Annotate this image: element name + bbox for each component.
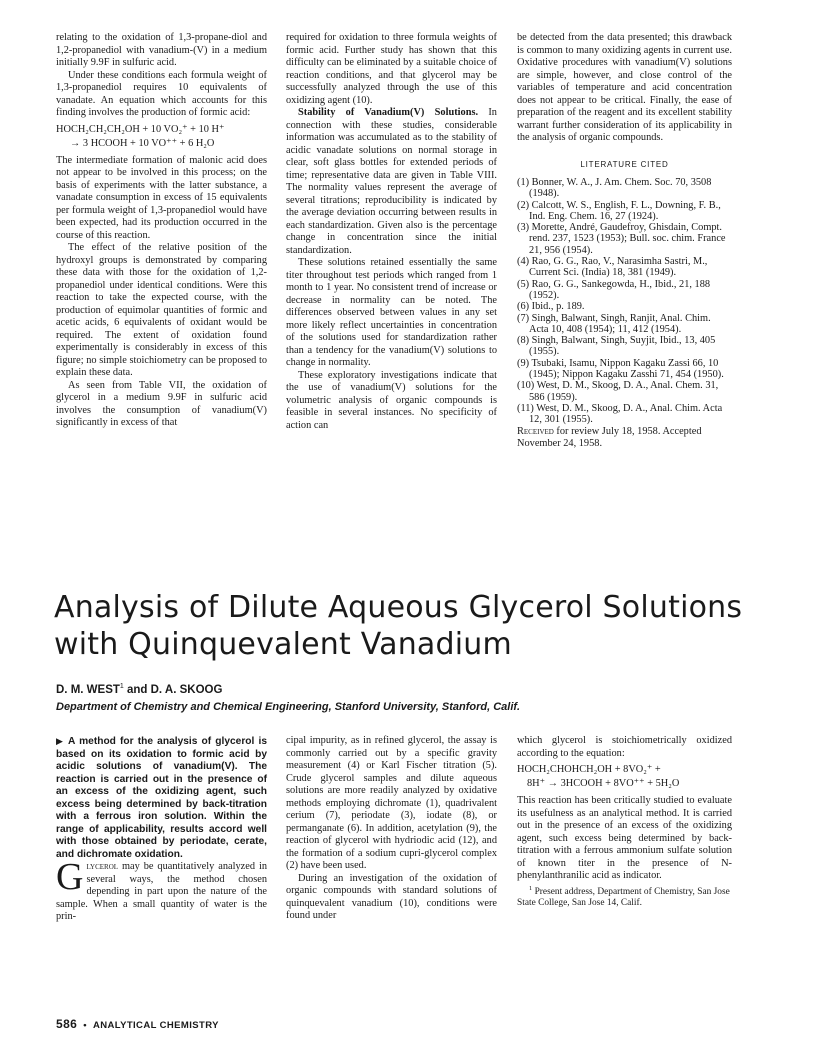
paragraph: The intermediate formation of malonic acid does not appear to be involved in this process; on the basis of experiments with the latter substance, a vanadate consumption in excess of 15 equivalents per formula weight of 1,3-propanediol would have been expected, had its production occurred in the course of this reaction. [56,154,267,241]
abstract-text: A method for the analysis of glycerol is based on its oxidation to formic acid by acidic solutions of vanadium(V). The reaction is carried out in the presence of an excess of the oxidizing agent, such excess being determined by back-titration with a ferrous iron solution. Within the range of applicability, results accord well with those obtained by periodate, cerate, and dichromate oxidation. [56,736,267,860]
affiliation: Department of Chemistry and Chemical Engineering, Stanford University, Stanford, Calif. [56,701,521,713]
author-2: and D. A. SKOOG [123,684,223,696]
received-text: for review July 18, 1958. Accepted November 24, 1958. [517,425,702,450]
equation-line: HOCH₂CH₂CH₂OH + 10 VO₂⁺ + 10 H⁺ [56,123,225,135]
paragraph-text: In connection with these studies, considerable information was accumulated as to the stability of acidic vanadate solutions on normal storage in clear, soft glass bottles for extended periods of time; representative data are given in Table VIII. The normality values represent the average of several titrations; reproducibility is indicated by the average deviation occurring between results in each standardization. Given also is the percentage change in concentration since the initial standardization. [286,107,497,256]
page-number: 586 [56,1017,78,1031]
equation-line: 8H⁺ → 3HCOOH + 8VO⁺⁺ + 5H₂O [527,778,680,789]
reference-item: (5) Rao, G. G., Sankegowda, H., Ibid., 21, 188 (1952). [517,278,711,301]
bullet: • [83,1020,87,1031]
reference-item: (9) Tsubaki, Isamu, Nippon Kagaku Zassi 66, 10 (1945); Nippon Kagaku Zasshi 71, 454 (1950). [517,357,724,381]
paragraph: which glycerol is stoichiometrically oxidized according to the equation: [517,735,732,759]
top-column-3 [517,32,732,451]
received-label: Received [517,425,554,437]
paragraph: cipal impurity, as in refined glycerol, the assay is commonly carried out by a specific gravity measurement (4) or Karl Fischer titration (5). Crude glycerol samples and dilute aqueous solutions are more readily analyzed by oxidative methods employing dichromate (1), quadrivalent cerium (7), periodate (3), iodate (8), or permanganate (6). In addition, acetylation (9), the reaction of glycerol with hydriodic acid (12), and the formation of a sodium cupri-glycerol complex (2) have been used. [286,735,497,871]
section-heading: Stability of Vanadium(V) Solutions. [298,107,479,118]
drop-cap: G [56,856,84,898]
top-column-1 [56,32,267,430]
reference-item: (1) Bonner, W. A., J. Am. Chem. Soc. 70, 3508 (1948). [517,177,712,200]
reference-item: (6) Ibid., p. 189. [517,301,585,313]
footnote-text: Present address, Department of Chemistry, San Jose State College, San Jose 14, Calif. [517,886,730,908]
reference-item: (10) West, D. M., Skoog, D. A., Anal. Chem. 31, 586 (1959). [517,380,719,403]
references-list [517,177,732,426]
paragraph-stability [286,107,497,257]
author-1: D. M. WEST [56,684,120,696]
body-column-1 [56,735,267,924]
page-footer [56,1017,219,1031]
paragraph: As seen from Table VII, the oxidation of glycerol in a medium 9.9F in sulfuric acid involves the consumption of vanadium(V) significantly in excess of that [56,379,267,428]
body-column-3 [517,735,732,909]
paragraph: relating to the oxidation of 1,3-propane-diol and 1,2-propanediol with vanadium-(V) in a medium initially 9.9F in sulfuric acid. [56,32,267,68]
authors [56,683,222,696]
paragraph: These solutions retained essentially the same titer throughout test periods which ranged from 1 month to 1 year. No consistent trend of increase or decrease in normality can be noted. The differences observed between values in any set more likely reflect uncertainties in concentration of the solutions used for standardization rather than a tendency for the vanadium(V) solutions to change in normality. [286,257,497,368]
intro-paragraph [56,856,267,924]
article-title: Analysis of Dilute Aqueous Glycerol Solutions with Quinquevalent Vanadium [54,590,743,662]
journal-name: ANALYTICAL CHEMISTRY [92,1020,219,1031]
paragraph: This reaction has been critically studied to evaluate its usefulness as an analytical method. It is carried out in the presence of an excess of the oxidizing agent, such excess being determined by back-titration with a ferrous ammonium sulfate solution of known titer in the presence of N-phenylanthranilic acid as indicator. [517,795,732,881]
abstract [56,735,267,861]
footnote-number: 1 [529,884,533,892]
footnote-marker: 1 [119,683,124,690]
reference-item: (3) Morette, André, Gaudefroy, Ghisdain, Compt. rend. 237, 1523 (1953); Bull. soc. chim. France 21, 956 (1954). [517,222,726,256]
body-column-2 [286,735,497,923]
paragraph: Under these conditions each formula weight of 1,3-propanediol requires 10 equivalents of vanadate. An equation which accounts for this finding involves the production of formic acid: [56,69,267,118]
paragraph: The effect of the relative position of the hydroxyl groups is demonstrated by comparing these data with those for the oxidation of 1,2-propanediol under identical conditions. Were this reaction to take the expected course, with the production of equimolar quantities of formic and acetic acids, 6 equivalents of oxidant would be required. The extent of oxidation found experimentally is considerably in excess of this figure; no simple stoichiometry can be proposed to explain these data. [56,242,267,378]
equation-glycerol [517,763,732,791]
equation-propanediol [56,123,267,151]
reference-item: (2) Calcott, W. S., English, F. L., Downing, F. B., Ind. Eng. Chem. 16, 27 (1924). [517,199,721,222]
paragraph: be detected from the data presented; this drawback is common to many oxidizing agents in current use. Oxidative procedures with vanadium(V) solutions are simple, however, and close control of the variables of temperature and acid concentration does not appear to be critical. Finally, the ease of preparation of the reagent and its excellent stability warrant further consideration of its applicability in the analysis of organic compounds. [517,32,732,143]
equation-line: → 3 HCOOH + 10 VO⁺⁺ + 6 H₂O [70,137,215,149]
reference-item: (4) Rao, G. G., Rao, V., Narasimha Sastri, M., Current Sci. (India) 18, 381 (1949). [517,256,708,279]
intro-text: may be quantitatively analyzed in several ways, the method chosen depending in part upon the nature of the sample. When a small quantity of water is the prin- [56,861,267,922]
footnote [517,883,732,909]
reference-item: (7) Singh, Balwant, Singh, Ranjit, Anal. Chim. Acta 10, 408 (1954); 11, 412 (1954). [517,312,711,335]
paragraph: These exploratory investigations indicate that the use of vanadium(V) solutions for the volumetric analysis of organic compounds is feasible in several instances. No specificity of action can [286,369,497,431]
equation-line: HOCH₂CHOHCH₂OH + 8VO₂⁺ + [517,764,661,775]
references-heading: LITERATURE CITED [580,159,669,169]
reference-item: (11) West, D. M., Skoog, D. A., Anal. Chim. Acta 12, 301 (1955). [517,402,723,426]
paragraph: During an investigation of the oxidation of organic compounds with standard solutions of quinquevalent vanadium (10), conditions were found under [286,872,497,921]
reference-item: (8) Singh, Balwant, Singh, Suyjit, Ibid., 13, 405 (1955). [517,335,716,358]
received-note [517,426,732,451]
first-word: lycerol [86,861,119,872]
paragraph: required for oxidation to three formula weights of formic acid. Further study has shown that this difficulty can be eliminated by a suitable choice of reaction conditions, and that glycerol may be successfully analyzed through the use of this oxidizing agent (10). [286,32,497,106]
triangle-icon: ▶ [56,736,65,746]
top-column-2 [286,32,497,432]
